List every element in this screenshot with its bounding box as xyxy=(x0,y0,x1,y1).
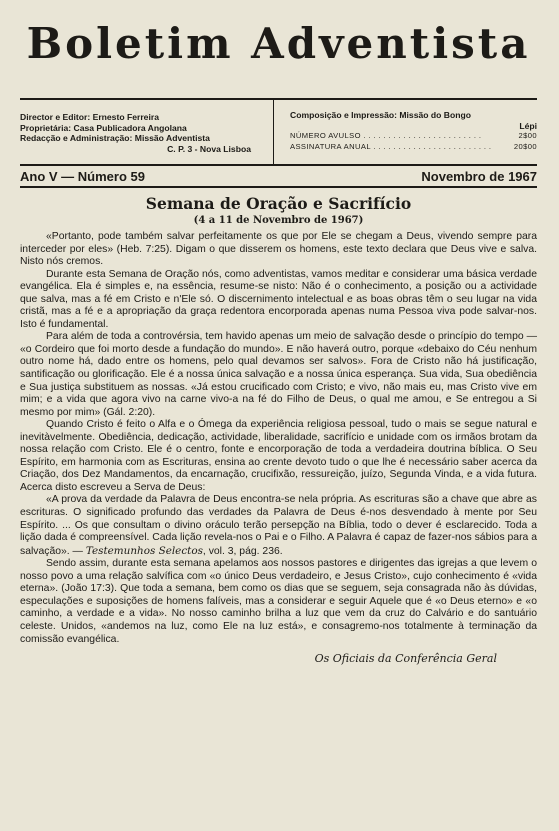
composition-line: Composição e Impressão: Missão do Bongo xyxy=(290,110,471,120)
issue-date: Novembro de 1967 xyxy=(421,169,537,184)
publication-info xyxy=(20,100,537,166)
paragraph: Durante esta Semana de Oração nós, como adventistas, vamos meditar e considerar uma básica verdade evangélica. Ela é simples e, na essência, resume-se nisto: Não é o conhecimento, a posição ou a actividade que salva, mas a fé em Cristo e n'Ele só. O discernimento intelectual e as boas obras têm o seu lugar na vida cristã, mas a fé e a apropriação da graça redentora encorporada apenas numa Pessoa viva pode salvar-nos. Isto é fundamental. xyxy=(20,268,537,330)
masthead-title: Boletim Adventista xyxy=(26,19,531,68)
printing-info xyxy=(274,100,537,164)
quote-paragraph xyxy=(20,494,537,558)
issue-number: Ano V — Número 59 xyxy=(20,169,145,184)
issue-line xyxy=(20,166,537,188)
signature: Os Oficiais da Conferência Geral xyxy=(314,652,497,666)
single-price-label: NÚMERO AVULSO xyxy=(290,131,361,141)
article-title: Semana de Oração e Sacrifício xyxy=(145,194,412,213)
paragraph: Para além de toda a controvérsia, tem havido apenas um meio de salvação desde o princípio do tempo — «o Cordeiro que foi morto desde a fundação do mundo». E não haverá outro, porque «debaixo do Céu nenhum outro nome há, dado entre os homens, pelo qual devamos ser salvos». Fora de Cristo não há justificação, santificação ou glorificação. Ele é a nossa única salvação e a nossa única esperança. Sua vida, Sua obediência e Sua justiça substituem as nossas. «Já estou crucificado com Cristo; e vivo, não mais eu, mas Cristo vive em mim; e a vida que agora vivo na carne vivo-a na fé do Filho de Deus, o qual me amou, e Se entregou a Si mesmo por mim» (Gál. 2:20). xyxy=(20,331,537,418)
owner-line: Proprietária: Casa Publicadora Angolana xyxy=(20,122,187,133)
annual-price-label: ASSINATURA ANUAL xyxy=(290,141,371,151)
paragraph: «Portanto, pode também salvar perfeitamente os que por Ele se chegam a Deus, vivendo sempre para interceder por eles» (Heb. 7:25). Digam o que disserem os homens, este texto declara que Deus vive e salva. Nisto nós cremos. xyxy=(20,231,537,268)
annual-price-row xyxy=(290,142,537,153)
quote-source: Testemunhos Selectos xyxy=(85,544,203,557)
paragraph: Sendo assim, durante esta semana apelamos aos nossos pastores e dirigentes das igrejas a que levem o nosso povo a uma relação salvífica com «o único Deus verdadeiro, e Jesus Cristo», cujo conhecimento é «vida eterna». (João 17:3). Que toda a semana, bem como os dias que se seguem, seja consagrada não às dúvidas, especulações e suposições de homens falíveis, mas a considerar e seguir Aquele que é «o Deus eterno» e «o caminho, a verdade e a vida». No nosso caminho brilha a luz que vem da cruz do Calvário e do santuário celeste. Unidos, «andemos na luz, como Ele na luz está», e consagremo-nos totalmente à terminação da comissão evangélica. xyxy=(20,558,537,645)
address-line: C. P. 3 - Nova Lisboa xyxy=(167,143,251,154)
quote-text: «A prova da verdade da Palavra de Deus encontra-se nela própria. As escrituras são a chave que abre as escrituras. O significado profundo das verdades da Palavra de Deus é-nos desvendado à mente por Seu Espírito. ... Os que consultam o divino oráculo terão persepção na Bíblia, todo o dever é esclarecido. Toda a lição dada é compreensível. Cada lição revela-nos o Pai e o Filho. A Palavra é capaz de fazer-nos sábios para a salvação». — xyxy=(20,494,537,557)
annual-price-value: 20$00 xyxy=(513,141,537,151)
single-price-value: 2$00 xyxy=(518,131,537,141)
editorial-info xyxy=(20,100,274,164)
single-price-row xyxy=(290,131,537,142)
quote-reference: , vol. 3, pág. 236. xyxy=(202,545,283,557)
article-dates: (4 a 11 de Novembro de 1967) xyxy=(193,215,364,226)
article-body xyxy=(20,231,537,646)
paragraph: Quando Cristo é feito o Alfa e o Ómega da experiência religiosa pessoal, tudo o mais se segue natural e inevitàvelmente. Obediência, dedicação, actividade, liberalidade, sacrifício e unidade com os irmãos brotam da nossa relação com Cristo. Ele é o centro, fonte e encorporação de toda a verdadeira doutrina bíblica. O Seu Espírito, em harmonia com as Escrituras, ensina ao crente devoto tudo o que lhe é necessário saber acerca da Criação, dos Dez Mandamentos, da encarnação, crucifixão, ressureição, juízo, Segunda Vinda, e a vida futura. Acerca disto escreveu a Serva de Deus: xyxy=(20,419,537,493)
admin-line: Redacção e Administração: Missão Adventista xyxy=(20,133,210,144)
leader-dots: . . . . . . . . . . . . . . . . . . . . . . . . xyxy=(370,141,492,151)
leader-dots: . . . . . . . . . . . . . . . . . . . . . . . . xyxy=(360,131,482,141)
composition-place: Lépi xyxy=(519,120,537,131)
director-line: Director e Editor: Ernesto Ferreira xyxy=(20,112,159,122)
